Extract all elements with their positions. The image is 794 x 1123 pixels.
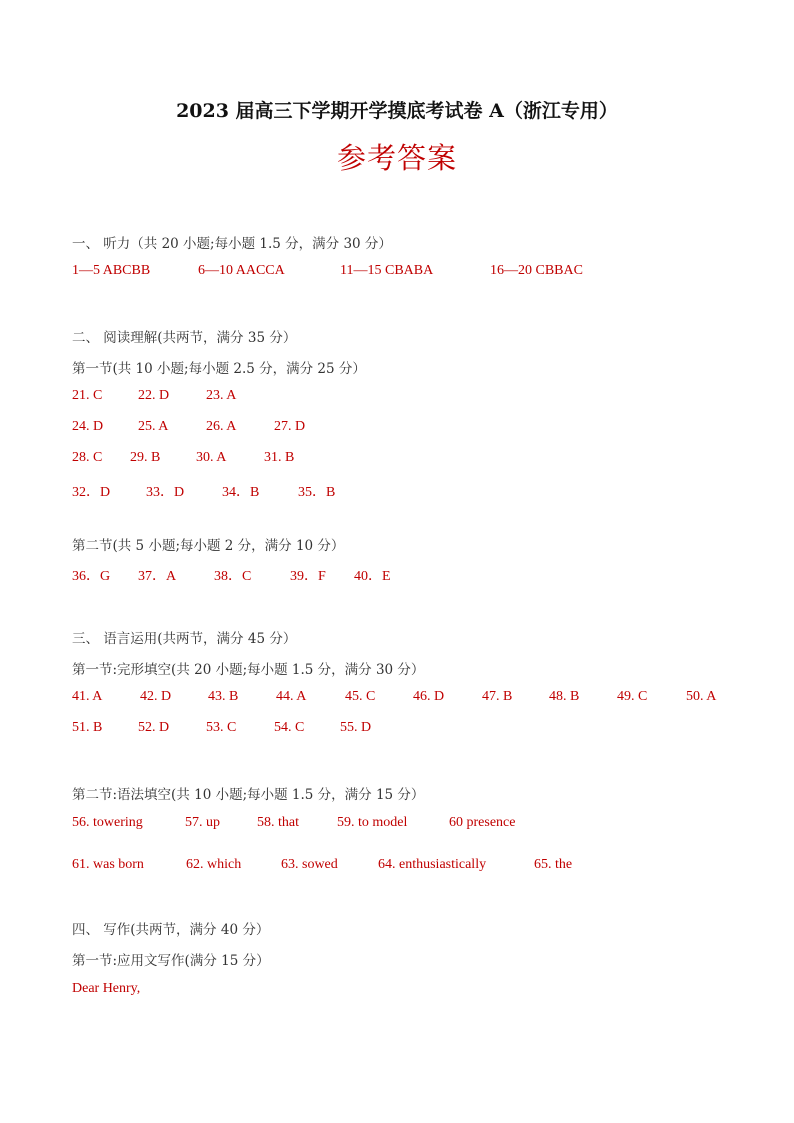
answer-item: 22. D (138, 388, 170, 403)
letter-salutation: Dear Henry, (72, 981, 141, 996)
answer-item: 33．D (146, 485, 185, 500)
answer-item: 35．B (298, 485, 336, 500)
answer-item: 46. D (413, 689, 445, 704)
answer-item: 37．A (138, 569, 177, 584)
answer-item: 61. was born (72, 857, 144, 872)
answer-item: 64. enthusiastically (378, 857, 487, 872)
answer-item: 57. up (185, 815, 220, 830)
grammar-heading: 第二节:语法填空(共 10 小题;每小题 1.5 分，满分 15 分） (72, 787, 425, 803)
answer-item: 32．D (72, 485, 111, 500)
answer-item: 47. B (482, 689, 513, 704)
listening-answer-group: 11—15 CBABA (340, 263, 434, 278)
answer-item: 41. A (72, 689, 103, 704)
listening-heading: 一、 听力（共 20 小题;每小题 1.5 分，满分 30 分） (72, 236, 392, 252)
listening-answer-group: 1—5 ABCBB (72, 263, 151, 278)
answer-item: 40．E (354, 569, 391, 584)
answer-item: 39．F (290, 569, 326, 584)
answer-item: 63. sowed (281, 857, 338, 872)
answer-key-heading: 参考答案 (336, 141, 457, 175)
answer-item: 30. A (196, 450, 227, 465)
writing-heading: 四、 写作(共两节，满分 40 分） (72, 922, 270, 938)
answer-item: 23. A (206, 388, 237, 403)
answer-item: 42. D (140, 689, 172, 704)
answer-item: 34．B (222, 485, 260, 500)
answer-item: 58. that (257, 815, 299, 830)
answer-item: 26. A (206, 419, 237, 434)
answer-item: 54. C (274, 720, 305, 735)
reading-part1-heading: 第一节(共 10 小题;每小题 2.5 分，满分 25 分） (72, 361, 366, 377)
answer-item: 62. which (186, 857, 242, 872)
answer-item: 29. B (130, 450, 161, 465)
writing-part1-heading: 第一节:应用文写作(满分 15 分） (72, 953, 270, 969)
document-title: 2023 届高三下学期开学摸底考试卷 A（浙江专用） (176, 100, 618, 122)
answer-item: 28. C (72, 450, 103, 465)
answer-item: 50. A (686, 689, 717, 704)
answer-item: 45. C (345, 689, 376, 704)
answer-item: 38．C (214, 569, 252, 584)
answer-item: 25. A (138, 419, 169, 434)
listening-answer-group: 16—20 CBBAC (490, 263, 583, 278)
answer-item: 36．G (72, 569, 111, 584)
reading-part2-heading: 第二节(共 5 小题;每小题 2 分，满分 10 分） (72, 538, 345, 554)
answer-item: 44. A (276, 689, 307, 704)
answer-item: 48. B (549, 689, 580, 704)
answer-item: 49. C (617, 689, 648, 704)
answer-item: 59. to model (337, 815, 408, 830)
answer-item: 60 presence (449, 815, 516, 830)
language-heading: 三、 语言运用(共两节，满分 45 分） (72, 631, 297, 647)
answer-item: 24. D (72, 419, 104, 434)
answer-item: 21. C (72, 388, 103, 403)
answer-item: 65. the (534, 857, 573, 872)
answer-item: 51. B (72, 720, 103, 735)
answer-item: 43. B (208, 689, 239, 704)
answer-item: 56. towering (72, 815, 143, 830)
reading-heading: 二、 阅读理解(共两节，满分 35 分） (72, 330, 297, 346)
answer-item: 52. D (138, 720, 170, 735)
answer-item: 55. D (340, 720, 372, 735)
answer-item: 27. D (274, 419, 306, 434)
cloze-heading: 第一节:完形填空(共 20 小题;每小题 1.5 分，满分 30 分） (72, 662, 425, 678)
answer-item: 31. B (264, 450, 295, 465)
answer-item: 53. C (206, 720, 237, 735)
listening-answer-group: 6—10 AACCA (198, 263, 285, 278)
